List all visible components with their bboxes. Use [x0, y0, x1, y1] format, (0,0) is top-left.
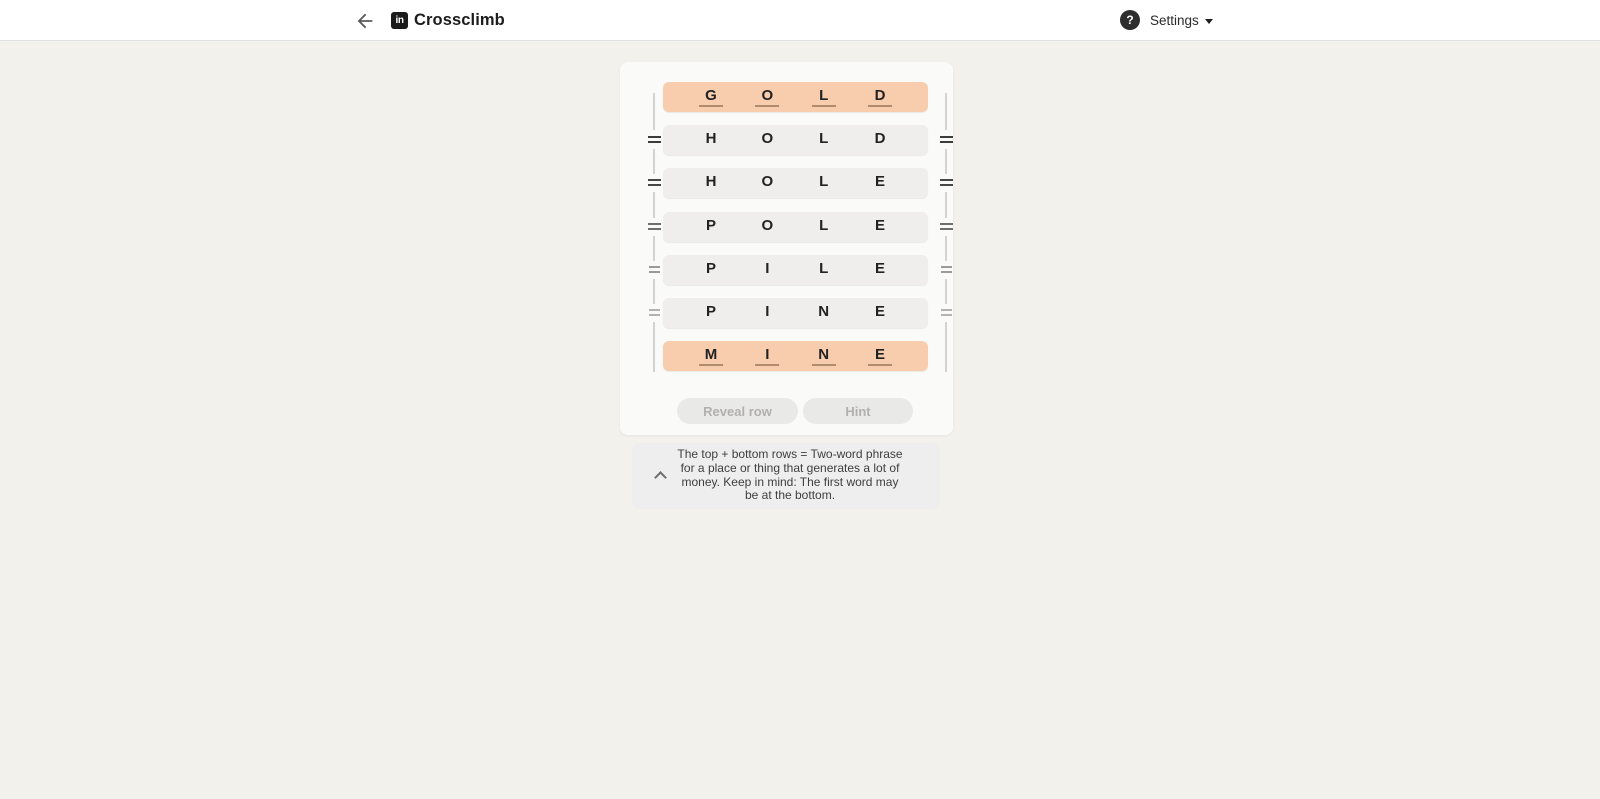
- letter-cell: N: [818, 303, 830, 320]
- chevron-up-icon: [654, 471, 667, 484]
- back-button[interactable]: [353, 9, 377, 33]
- clue-line: The top + bottom rows = Two-word phrase: [677, 447, 903, 461]
- letter-cell: D: [868, 87, 892, 107]
- clue-text: [676, 448, 904, 503]
- clue-panel[interactable]: [632, 443, 940, 509]
- letter-cell: E: [868, 346, 892, 366]
- letter-cell: H: [705, 130, 717, 147]
- settings-label: Settings: [1150, 13, 1199, 28]
- word-row-3[interactable]: [663, 168, 928, 198]
- letter-cell: L: [819, 130, 829, 147]
- letter-cell: H: [705, 173, 717, 190]
- word-row-bottom[interactable]: [663, 341, 928, 371]
- letter-cell: L: [819, 173, 829, 190]
- right-rail: [939, 62, 953, 392]
- word-row-top[interactable]: [663, 82, 928, 112]
- caret-down-icon: [1205, 19, 1213, 24]
- top-bar: [0, 0, 1600, 41]
- letter-cell: P: [705, 260, 716, 277]
- letter-cell: L: [819, 260, 829, 277]
- drag-handle-icon: [649, 309, 660, 316]
- letter-cell: N: [812, 346, 836, 366]
- letter-cell: I: [765, 260, 770, 277]
- letter-cell: O: [761, 173, 774, 190]
- letter-cell: O: [761, 130, 774, 147]
- drag-handle-icon: [941, 309, 952, 316]
- letter-cell: E: [874, 260, 885, 277]
- brand: [391, 0, 505, 41]
- letter-cell: L: [819, 217, 829, 234]
- letter-cell: O: [761, 217, 774, 234]
- collapse-clue-button[interactable]: [650, 469, 670, 483]
- clue-line: be at the bottom.: [744, 488, 836, 503]
- letter-cell: O: [755, 87, 779, 107]
- letter-cell: M: [699, 346, 723, 366]
- letter-cell: L: [812, 87, 836, 107]
- question-mark-icon: ?: [1126, 13, 1134, 27]
- letter-cell: E: [874, 217, 885, 234]
- letter-cell: I: [755, 346, 779, 366]
- drag-handle-icon: [648, 136, 661, 143]
- letter-cell: P: [705, 303, 716, 320]
- drag-handle-icon: [940, 136, 953, 143]
- word-row-5[interactable]: [663, 255, 928, 285]
- letter-cell: D: [874, 130, 886, 147]
- clue-line: for a place or thing that generates a lot of: [680, 460, 900, 475]
- back-arrow-icon: [354, 10, 376, 32]
- word-row-2[interactable]: [663, 125, 928, 155]
- letter-cell: E: [874, 303, 885, 320]
- word-row-6[interactable]: [663, 298, 928, 328]
- word-row-4[interactable]: [663, 212, 928, 242]
- letter-cell: P: [705, 217, 716, 234]
- page-title: Crossclimb: [414, 11, 505, 29]
- letter-cell: I: [765, 303, 770, 320]
- puzzle-card: [620, 62, 953, 435]
- drag-handle-icon: [648, 223, 661, 230]
- drag-handle-icon: [940, 223, 953, 230]
- drag-handle-icon: [941, 266, 952, 273]
- hint-button[interactable]: Hint: [803, 398, 913, 424]
- letter-cell: G: [699, 87, 723, 107]
- letter-cell: E: [874, 173, 885, 190]
- left-rail: [647, 62, 661, 392]
- reveal-row-button[interactable]: Reveal row: [677, 398, 798, 424]
- linkedin-logo-icon: in: [391, 12, 408, 29]
- settings-dropdown[interactable]: [1150, 0, 1213, 41]
- drag-handle-icon: [648, 179, 661, 186]
- clue-line: money. Keep in mind: The first word may: [681, 474, 899, 489]
- drag-handle-icon: [649, 266, 660, 273]
- drag-handle-icon: [940, 179, 953, 186]
- help-button[interactable]: [1120, 10, 1140, 30]
